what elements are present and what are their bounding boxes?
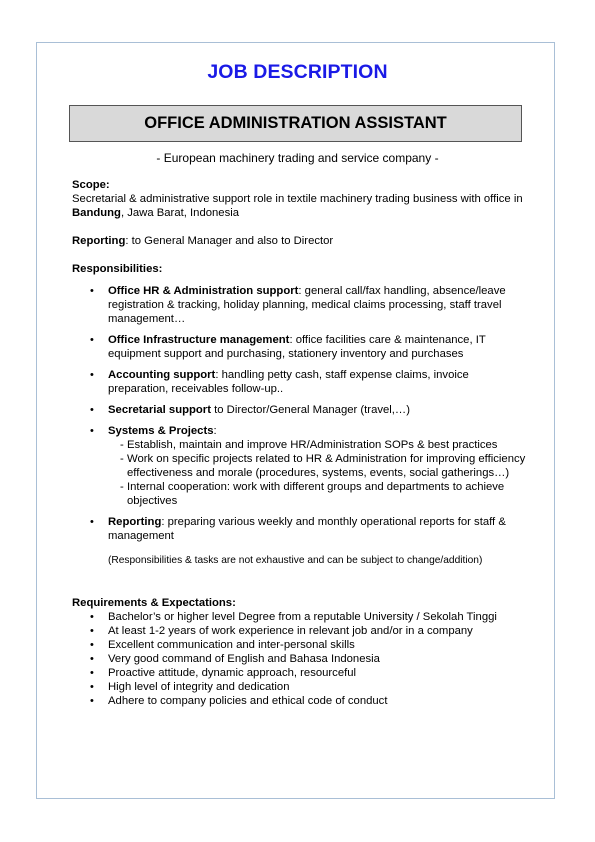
requirement-text: Bachelor’s or higher level Degree from a reputable University / Sekolah Tinggi <box>108 611 497 623</box>
requirement-text: Very good command of English and Bahasa Indonesia <box>108 653 380 665</box>
scope-text-b: , Jawa Barat, Indonesia <box>120 207 240 219</box>
bullet-icon: • <box>90 404 94 416</box>
resp-item-title: Systems & Projects <box>108 425 214 437</box>
scope-text-a: Secretarial & administrative support role in textile machinery trading business with office in <box>72 193 523 205</box>
list-item <box>72 284 532 326</box>
dash-icon: - <box>120 439 124 451</box>
list-item <box>72 333 532 361</box>
requirement-text: High level of integrity and dedication <box>108 681 290 693</box>
list-item <box>72 638 532 652</box>
list-item <box>72 666 532 680</box>
requirements-list <box>72 610 532 708</box>
position-title-box <box>69 105 522 142</box>
bullet-icon: • <box>90 639 94 651</box>
scope-heading: Scope: <box>72 179 110 191</box>
bullet-icon: • <box>90 334 94 346</box>
scope-city: Bandung <box>72 207 121 219</box>
requirements-heading: Requirements & Expectations: <box>72 597 236 609</box>
document-body <box>72 178 532 708</box>
reporting-line <box>72 234 532 248</box>
list-item <box>72 610 532 624</box>
list-item <box>72 424 532 508</box>
systems-subitems <box>108 438 532 508</box>
list-item <box>72 624 532 638</box>
resp-item-text: : office facilities care & maintenance, IT equipment support and purchasing, stationery inventory and purchases <box>108 334 486 360</box>
responsibilities-list <box>72 284 532 543</box>
resp-item-text: : preparing various weekly and monthly operational reports for staff & management <box>108 516 506 542</box>
requirement-text: Proactive attitude, dynamic approach, resourceful <box>108 667 357 679</box>
bullet-icon: • <box>90 516 94 528</box>
company-description: - European machinery trading and service company - <box>156 151 439 165</box>
bullet-icon: • <box>90 369 94 381</box>
sub-list-item <box>108 452 532 480</box>
bullet-icon: • <box>90 425 94 437</box>
bullet-icon: • <box>90 285 94 297</box>
dash-icon: - <box>120 481 124 493</box>
requirement-text: At least 1-2 years of work experience in relevant job and/or in a company <box>108 625 473 637</box>
reporting-text: : to General Manager and also to Director <box>125 235 334 247</box>
bullet-icon: • <box>90 653 94 665</box>
scope-text <box>72 192 532 220</box>
sub-item-text: Internal cooperation: work with different groups and departments to achieve objectives <box>127 481 505 507</box>
sub-list-item <box>108 438 532 452</box>
responsibilities-note: (Responsibilities & tasks are not exhaustive and can be subject to change/addition) <box>108 555 483 566</box>
resp-item-text: : general call/fax handling, absence/leave registration & tracking, holiday planning, medical claims processing, staff travel management… <box>108 285 506 325</box>
position-title: OFFICE ADMINISTRATION ASSISTANT <box>144 114 447 132</box>
list-item <box>72 515 532 543</box>
requirement-text: Adhere to company policies and ethical code of conduct <box>108 695 388 707</box>
sub-list-item <box>108 480 532 508</box>
resp-item-title: Accounting support <box>108 369 216 381</box>
resp-item-text: to Director/General Manager (travel,…) <box>210 404 410 416</box>
document-title: JOB DESCRIPTION <box>207 61 388 83</box>
bullet-icon: • <box>90 667 94 679</box>
requirement-text: Excellent communication and inter-personal skills <box>108 639 355 651</box>
resp-item-text: : <box>213 425 217 437</box>
resp-item-title: Reporting <box>108 516 162 528</box>
list-item <box>72 694 532 708</box>
sub-item-text: Establish, maintain and improve HR/Administration SOPs & best practices <box>127 439 498 451</box>
list-item <box>72 403 532 417</box>
list-item <box>72 368 532 396</box>
sub-item-text: Work on specific projects related to HR & Administration for improving efficiency effectiveness and morale (procedures, systems, events, social gatherings…) <box>127 453 526 479</box>
bullet-icon: • <box>90 681 94 693</box>
responsibilities-heading: Responsibilities: <box>72 263 163 275</box>
resp-item-title: Office Infrastructure management <box>108 334 290 346</box>
resp-item-title: Secretarial support <box>108 404 211 416</box>
list-item <box>72 652 532 666</box>
resp-item-title: Office HR & Administration support <box>108 285 299 297</box>
list-item <box>72 680 532 694</box>
reporting-heading: Reporting <box>72 235 126 247</box>
bullet-icon: • <box>90 611 94 623</box>
bullet-icon: • <box>90 625 94 637</box>
dash-icon: - <box>120 453 124 465</box>
bullet-icon: • <box>90 695 94 707</box>
resp-item-text: : handling petty cash, staff expense claims, invoice preparation, receivables follow-up.. <box>108 369 469 395</box>
